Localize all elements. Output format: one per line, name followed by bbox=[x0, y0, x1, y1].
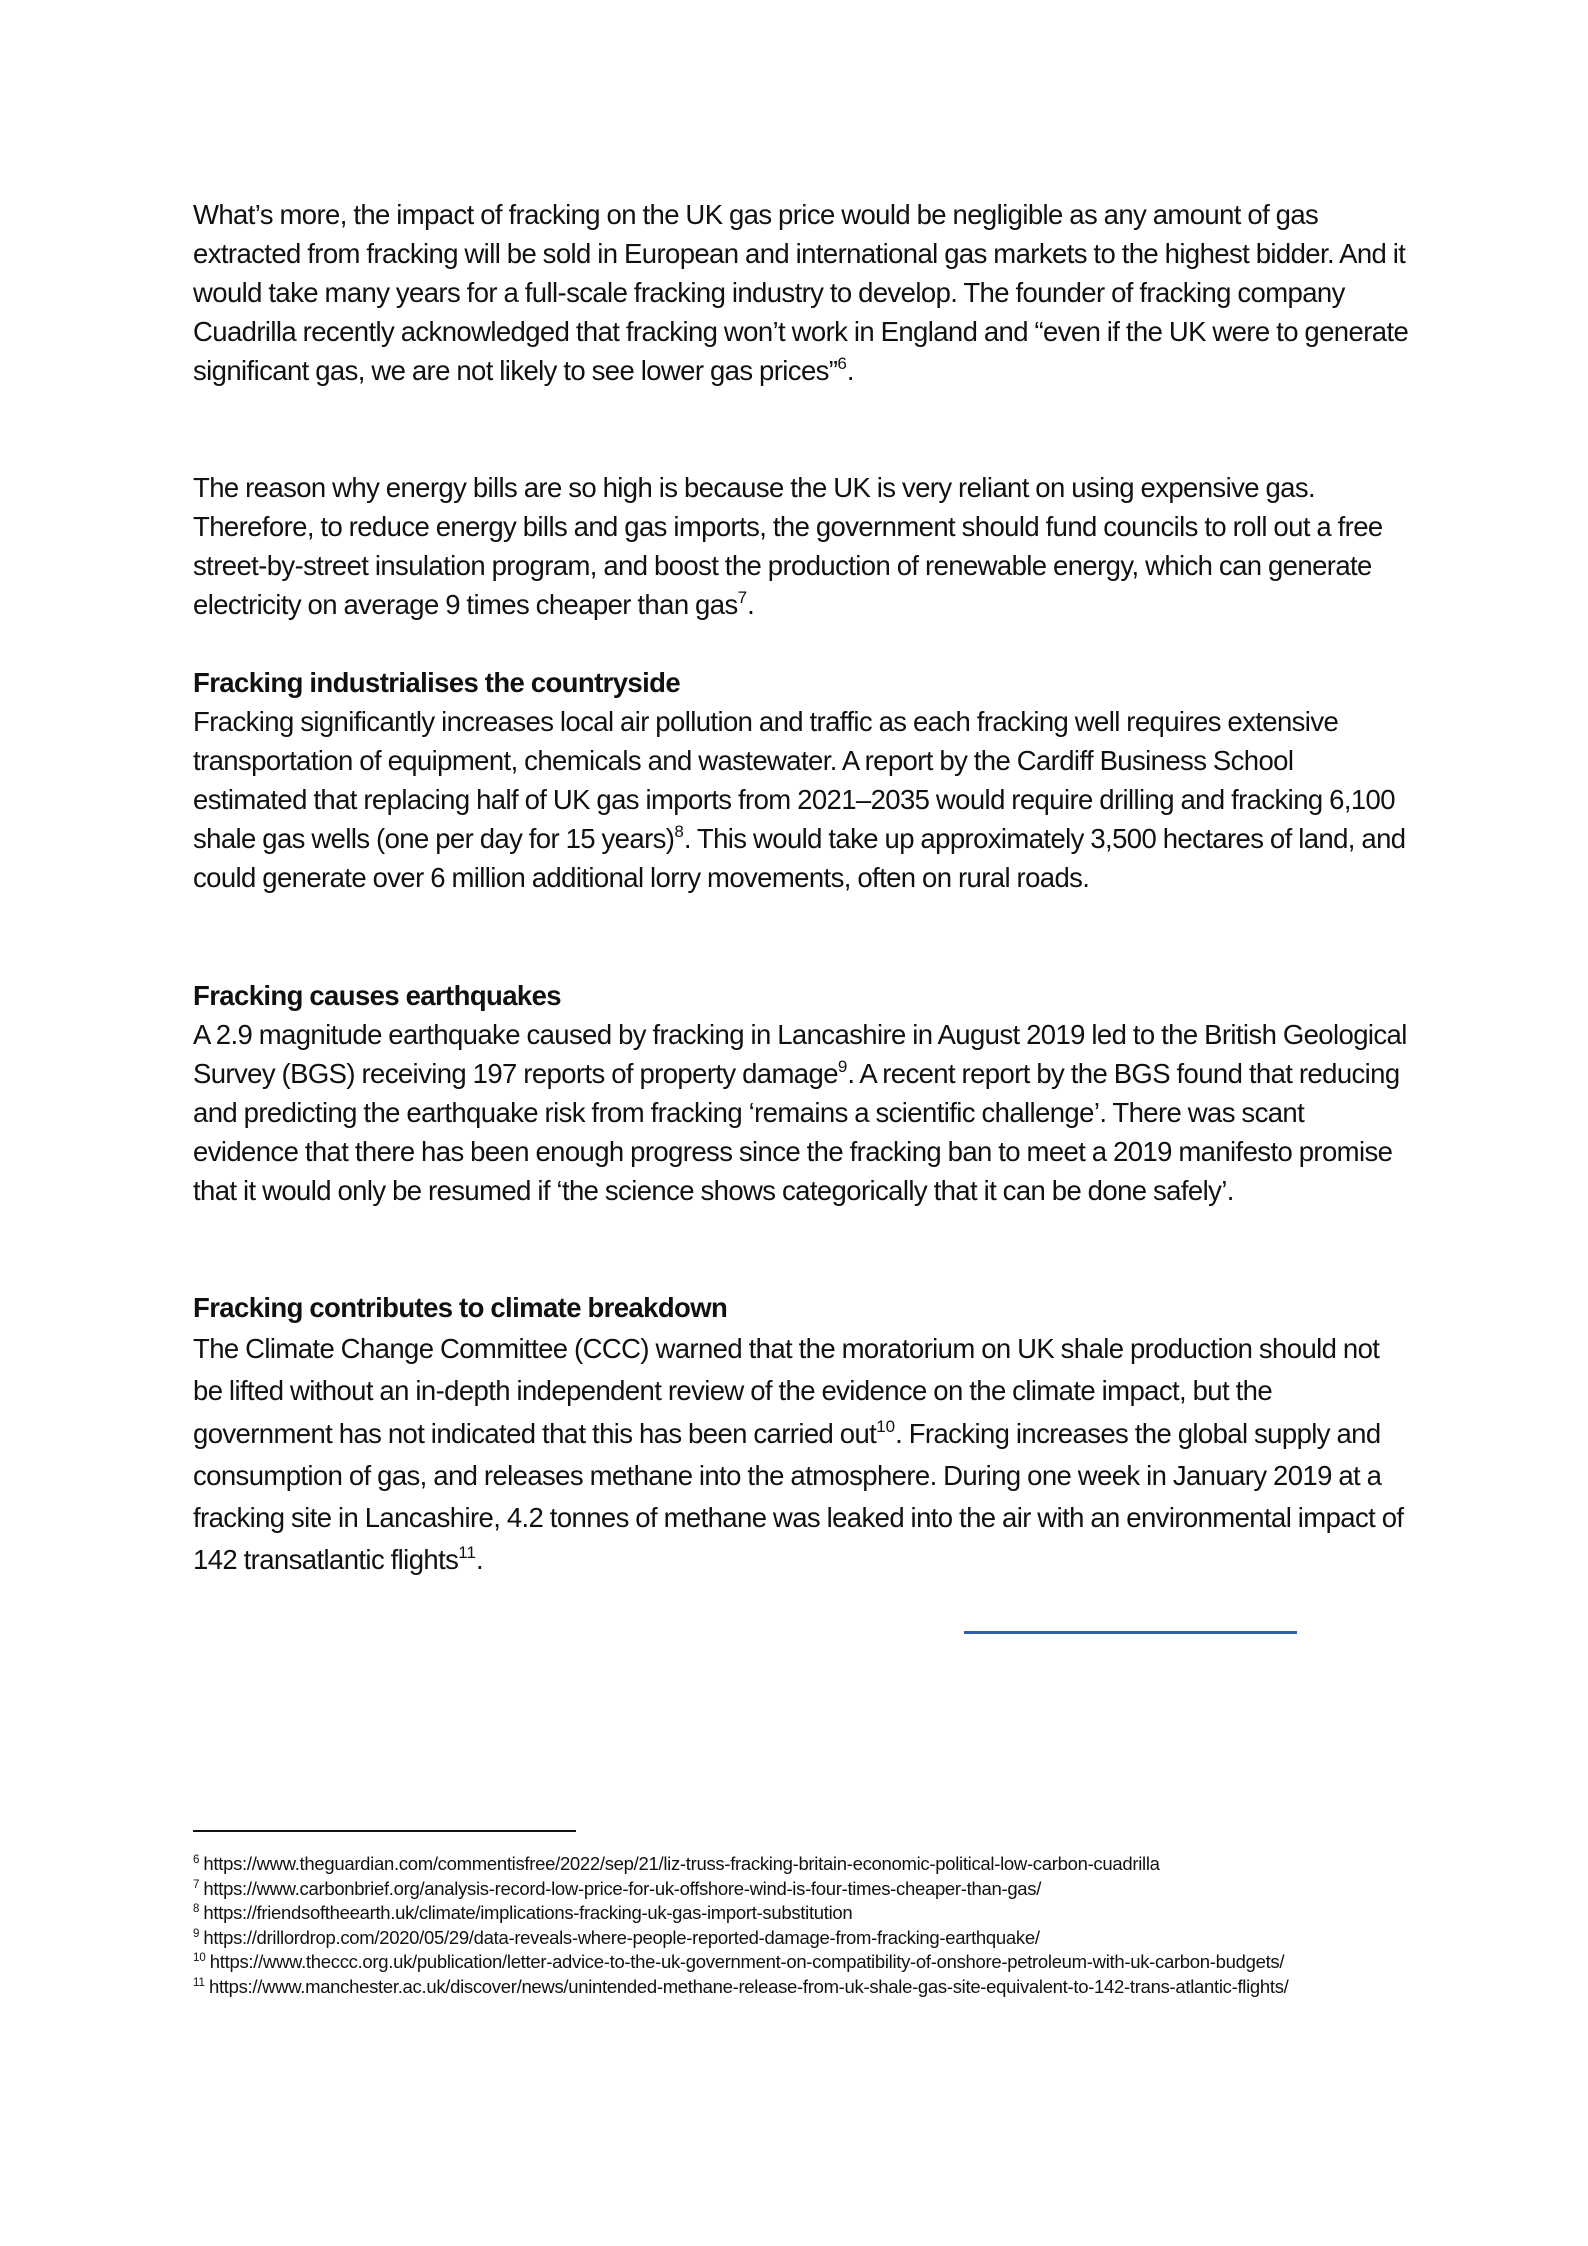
paragraph-text: The reason why energy bills are so high is because the UK is very reliant on using expensive gas. Therefore, to reduce energy bills and gas imports, the government should fund councils to roll out a free street-by-street insulation program, and boost the production of renewable energy, which can generate electricity on average 9 times cheaper than gas bbox=[193, 472, 1383, 620]
footnote-9 bbox=[193, 1926, 1413, 1951]
section-text: . bbox=[475, 1544, 483, 1576]
punctuation: . bbox=[747, 589, 755, 620]
footnote-ref-10[interactable]: 10 bbox=[876, 1416, 896, 1436]
footnotes-list bbox=[193, 1852, 1413, 1999]
section-heading: Fracking contributes to climate breakdown bbox=[193, 1292, 728, 1323]
section-earthquakes bbox=[193, 976, 1413, 1210]
punctuation: . bbox=[846, 355, 854, 386]
section-text: . A recent report by the BGS found that reducing and predicting the earthquake risk from fracking ‘remains a scientific challenge’. There was scant evidence that there has been enough progress since the fracking ban to meet a 2019 manifesto promise that it would only be resumed if ‘the science shows categorically that it can be done safely’. bbox=[193, 1058, 1400, 1206]
footnote-ref-11[interactable]: 11 bbox=[458, 1543, 476, 1563]
footnote-number: 10 bbox=[193, 1952, 206, 1964]
footnote-number: 7 bbox=[193, 1878, 200, 1891]
footnote-7 bbox=[193, 1877, 1413, 1902]
footnote-link[interactable]: https://www.theccc.org.uk/publication/letter-advice-to-the-uk-government-on-compatibility-of-onshore-petroleum-with-uk-carbon-budgets/ bbox=[209, 1951, 1285, 1972]
footnote-ref-7[interactable]: 7 bbox=[737, 588, 748, 607]
section-text: Fracking significantly increases local air pollution and traffic as each fracking well requires extensive transportation of equipment, chemicals and wastewater. A report by the Cardiff Business School estimated that replacing half of UK gas imports from 2021–2035 would require drilling and fracking 6,100 shale gas wells (one per day for 15 years) bbox=[193, 706, 1395, 854]
section-heading: Fracking industrialises the countryside bbox=[193, 667, 681, 698]
section-text: A 2.9 magnitude earthquake caused by fracking in Lancashire in August 2019 led to the British Geological Survey (BGS) receiving 197 reports of property damage bbox=[193, 1019, 1407, 1089]
section-countryside bbox=[193, 663, 1413, 897]
blue-horizontal-rule bbox=[964, 1631, 1297, 1634]
paragraph-text: What’s more, the impact of fracking on the UK gas price would be negligible as any amount of gas extracted from fracking will be sold in European and international gas markets to the highest bidder. And it would take many years for a full-scale fracking industry to develop. The founder of fracking company Cuadrilla recently acknowledged that fracking won’t work in England and “even if the UK were to generate significant gas, we are not likely to see lower gas prices” bbox=[193, 199, 1409, 386]
footnote-number: 11 bbox=[193, 1976, 205, 1989]
footnote-number: 9 bbox=[193, 1927, 200, 1940]
footnote-link[interactable]: https://drillordrop.com/2020/05/29/data-reveals-where-people-reported-damage-from-fracking-earthquake/ bbox=[203, 1926, 1040, 1948]
paragraph-energy-bills bbox=[193, 468, 1413, 624]
footnote-number: 8 bbox=[193, 1903, 200, 1915]
footnote-10 bbox=[193, 1950, 1413, 1975]
section-heading: Fracking causes earthquakes bbox=[193, 980, 561, 1011]
footnote-link[interactable]: https://friendsoftheearth.uk/climate/implications-fracking-uk-gas-import-substitution bbox=[203, 1902, 853, 1923]
footnote-ref-9[interactable]: 9 bbox=[837, 1057, 848, 1076]
section-text: . Fracking increases the global supply and consumption of gas, and releases methane into the atmosphere. During one week in January 2019 at a fracking site in Lancashire, 4.2 tonnes of methane was leaked into the air with an environmental impact of 142 transatlantic flights bbox=[193, 1417, 1404, 1576]
footnote-link[interactable]: https://www.carbonbrief.org/analysis-record-low-price-for-uk-offshore-wind-is-four-times-cheaper-than-gas/ bbox=[203, 1877, 1042, 1899]
footnote-link[interactable]: https://www.theguardian.com/commentisfree/2022/sep/21/liz-truss-fracking-britain-economic-political-low-carbon-cuadrilla bbox=[203, 1853, 1160, 1874]
footnote-6 bbox=[193, 1852, 1413, 1877]
footnote-ref-6[interactable]: 6 bbox=[837, 354, 847, 373]
footnote-number: 6 bbox=[193, 1854, 200, 1866]
section-text: . This would take up approximately 3,500 hectares of land, and could generate over 6 million additional lorry movements, often on rural roads. bbox=[193, 823, 1406, 893]
paragraph-gas-price bbox=[193, 195, 1413, 390]
footnote-ref-8[interactable]: 8 bbox=[674, 822, 684, 841]
section-text: The Climate Change Committee (CCC) warned that the moratorium on UK shale production should not be lifted without an in-depth independent review of the evidence on the climate impact, but the government has not indicated that this has been carried out bbox=[193, 1333, 1380, 1449]
section-climate bbox=[193, 1288, 1413, 1582]
footnote-8 bbox=[193, 1901, 1413, 1926]
footnote-link[interactable]: https://www.manchester.ac.uk/discover/news/unintended-methane-release-from-uk-shale-gas-site-equivalent-to-142-trans-atlantic-flights/ bbox=[208, 1975, 1289, 1997]
footnote-11 bbox=[193, 1975, 1413, 2000]
footnote-separator bbox=[193, 1830, 576, 1832]
